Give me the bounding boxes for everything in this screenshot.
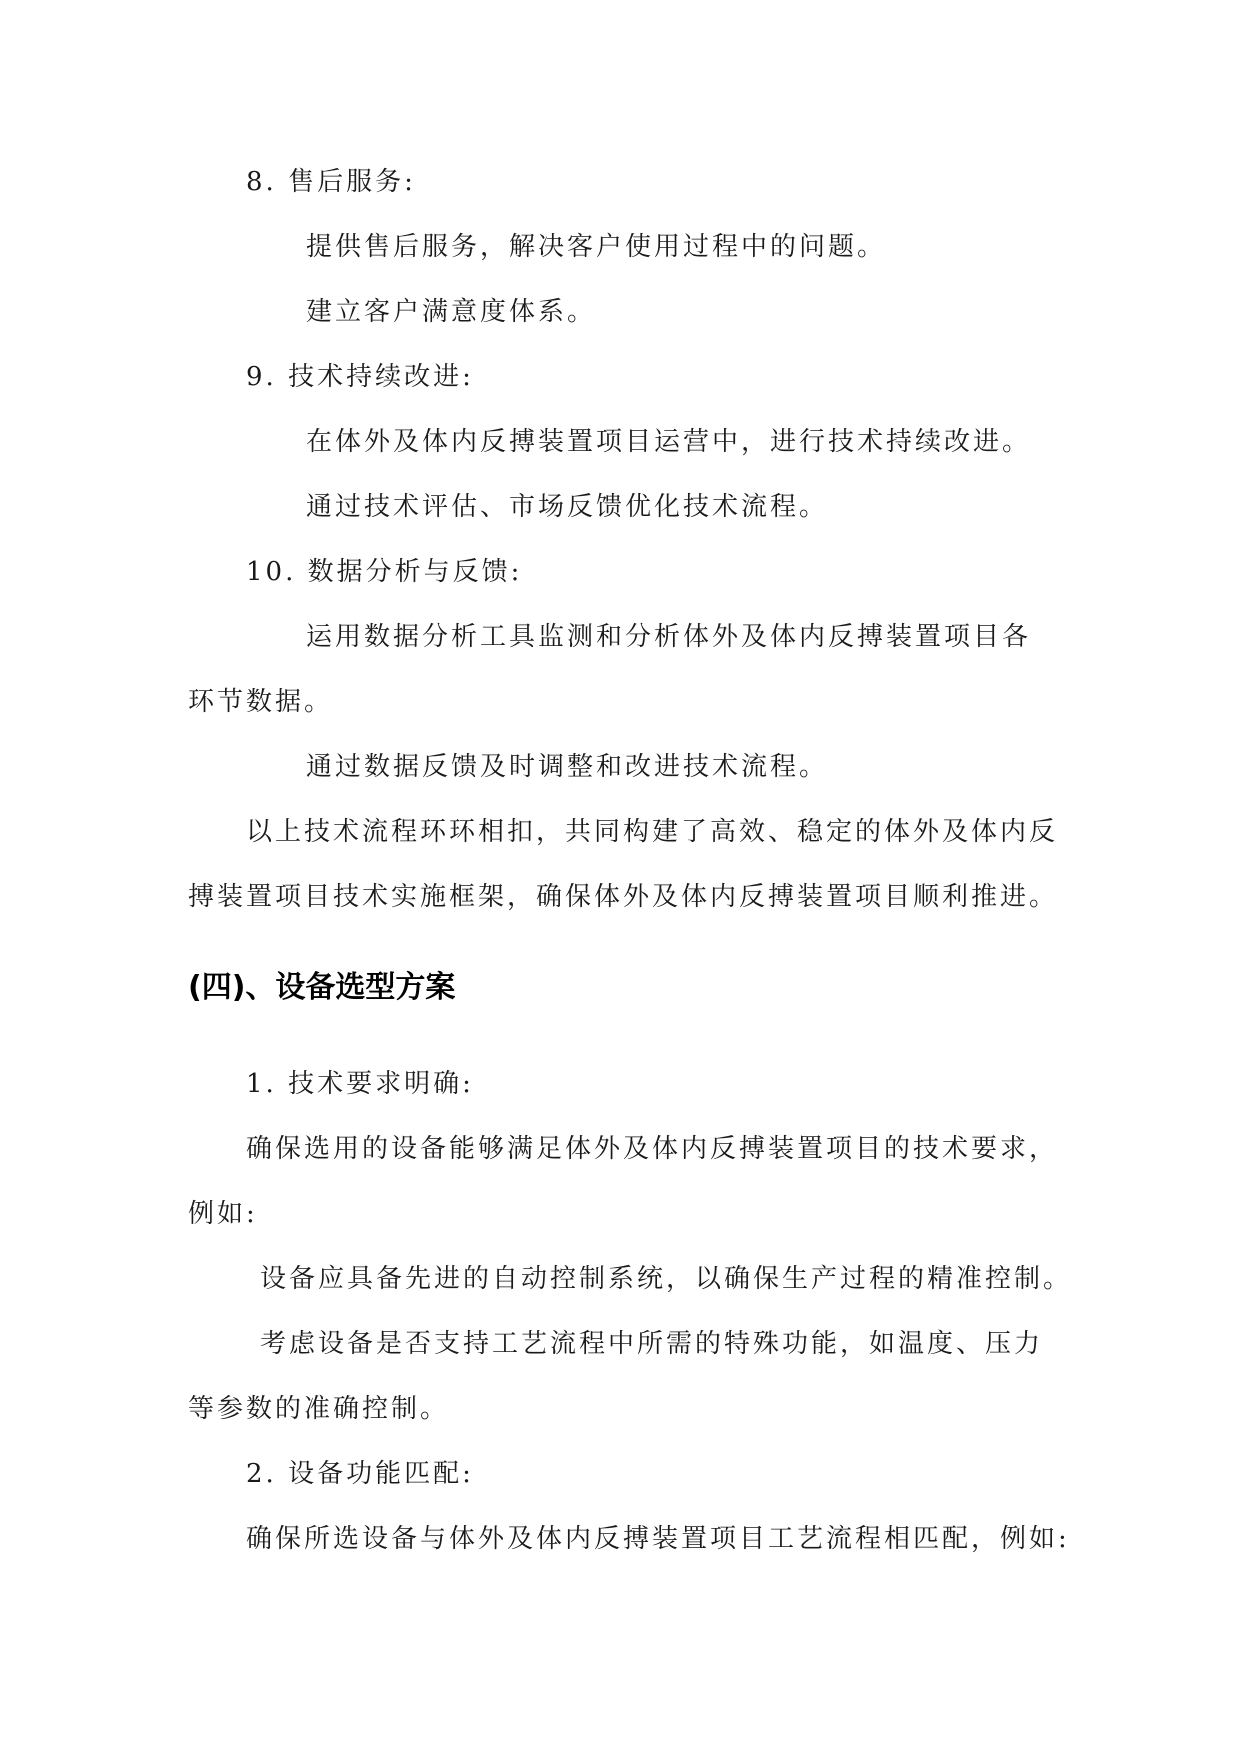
sub2-heading: 2. 设备功能匹配: [246,1459,474,1489]
sub1-line-4: 考虑设备是否支持工艺流程中所需的特殊功能，如温度、压力 [260,1329,1044,1359]
item-8-line-2: 建立客户满意度体系。 [306,297,597,327]
item-9-heading: 9. 技术持续改进: [246,362,474,392]
item-9-line-1: 在体外及体内反搏装置项目运营中，进行技术持续改进。 [306,427,1032,457]
item-10-heading: 10. 数据分析与反馈: [246,557,523,587]
item-10-line-2: 环节数据。 [188,687,334,717]
sub1-line-3: 设备应具备先进的自动控制系统，以确保生产过程的精准控制。 [260,1264,1073,1294]
sub1-line-5: 等参数的准确控制。 [188,1394,450,1424]
item-8-line-1: 提供售后服务，解决客户使用过程中的问题。 [306,232,887,262]
summary-line-2: 搏装置项目技术实施框架，确保体外及体内反搏装置项目顺利推进。 [188,882,1059,912]
sub1-heading: 1. 技术要求明确: [246,1069,474,1099]
item-9-line-2: 通过技术评估、市场反馈优化技术流程。 [306,492,829,522]
sub1-line-1: 确保选用的设备能够满足体外及体内反搏装置项目的技术要求， [246,1134,1059,1164]
item-8-heading: 8. 售后服务: [246,167,416,197]
item-10-line-1: 运用数据分析工具监测和分析体外及体内反搏装置项目各 [306,622,1032,652]
summary-line-1: 以上技术流程环环相扣，共同构建了高效、稳定的体外及体内反 [246,817,1059,847]
item-10-line-3: 通过数据反馈及时调整和改进技术流程。 [306,752,829,782]
sub1-line-2: 例如: [188,1199,258,1229]
sub2-line-1: 确保所选设备与体外及体内反搏装置项目工艺流程相匹配，例如: [246,1524,1070,1554]
section-heading: (四)、设备选型方案 [188,970,456,1005]
